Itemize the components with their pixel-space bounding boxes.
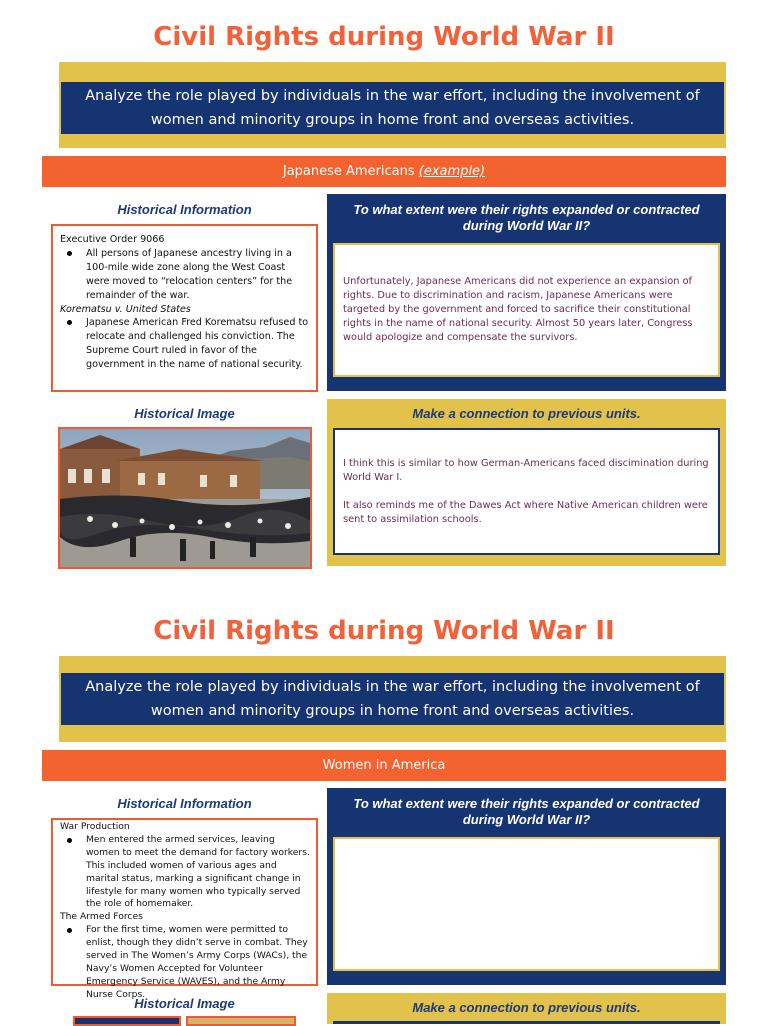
objective-line: women and minority groups in home front and overseas activities.	[150, 112, 635, 128]
answer-box[interactable]	[333, 243, 720, 377]
poster-image	[73, 1016, 181, 1026]
objective-line: Analyze the role played by individuals in the war effort, including the involvement of	[85, 679, 700, 695]
example-link[interactable]: (example)	[418, 164, 486, 179]
info-bullet-list	[60, 834, 310, 911]
answer-text: Unfortunately, Japanese Americans did not experience an expansion of rights. Due to discrimination and racism, Japanese Americans were targeted by the government and forced to sacrifice their constitutional rights in the name of national security. Almost 50 years later, Congress would apologize and compensate the survivors.	[343, 276, 693, 343]
historical-image-heading: Historical Image	[134, 996, 235, 1011]
historical-info-heading: Historical Information	[117, 796, 252, 811]
historical-photo	[58, 427, 312, 569]
info-bullet-list	[60, 924, 310, 1001]
list-item: Men entered the armed services, leaving women to meet the demand for factory workers. This included women of various ages and marital status, marking a significant change in lifestyle for many women who typically served the role of homemaker.	[86, 833, 310, 910]
connection-heading: Make a connection to previous units.	[412, 406, 641, 421]
list-item: For the first time, women were permitted to enlist, though they didn’t serve in combat. They served in The Women’s Army Corps (WACs), the Navy’s Women Accepted for Volunteer Emergency Service (WAVES), and the Army Nurse Corps.	[86, 924, 310, 1001]
info-section-heading: Executive Order 9066	[60, 234, 165, 245]
connection-text: It also reminds me of the Dawes Act where Native American children were sent to assimilation schools.	[343, 499, 708, 525]
topic-label: Women in America	[322, 758, 446, 773]
list-item: All persons of Japanese ancestry living in a 100-mile wide zone along the West Coast were moved to “relocation centers” for the remainder of the war.	[86, 247, 310, 303]
objective-text	[61, 82, 724, 134]
question-line: To what extent were their rights expanded or contracted	[353, 202, 700, 217]
connection-heading: Make a connection to previous units.	[412, 1000, 641, 1015]
topic-bar	[42, 750, 726, 781]
objective-line: women and minority groups in home front and overseas activities.	[150, 703, 635, 719]
question-line: during World War II?	[462, 812, 591, 827]
objective-line: Analyze the role played by individuals in the war effort, including the involvement of	[85, 88, 700, 104]
topic-bar	[42, 156, 726, 187]
question-text	[327, 202, 726, 234]
relocation-camp-photo	[60, 429, 310, 567]
historical-info-box	[51, 818, 318, 1000]
connection-text: I think this is similar to how German-Americans faced discimination during World War I.	[343, 457, 709, 483]
objective-text	[61, 673, 724, 725]
connection-box[interactable]	[333, 428, 720, 555]
info-section-heading: War Production	[60, 821, 130, 832]
question-line: during World War II?	[462, 218, 591, 233]
info-bullet-list	[60, 247, 310, 303]
historical-info-heading: Historical Information	[117, 202, 252, 217]
poster-image	[186, 1016, 296, 1026]
historical-info-box	[51, 224, 318, 392]
info-section-heading: The Armed Forces	[60, 911, 143, 923]
question-text	[327, 796, 726, 828]
historical-image-heading: Historical Image	[134, 406, 235, 421]
topic-label: Japanese Americans	[282, 164, 419, 179]
info-bullet-list	[60, 316, 310, 372]
list-item: Japanese American Fred Korematsu refused to relocate and challenged his conviction. The Supreme Court ruled in favor of the government in the name of national security.	[86, 317, 309, 371]
page-title: Civil Rights during World War II	[153, 616, 615, 646]
answer-box[interactable]	[333, 837, 720, 971]
info-section-heading: Korematsu v. United States	[60, 303, 191, 315]
page-title: Civil Rights during World War II	[153, 22, 615, 52]
question-line: To what extent were their rights expanded or contracted	[353, 796, 700, 811]
